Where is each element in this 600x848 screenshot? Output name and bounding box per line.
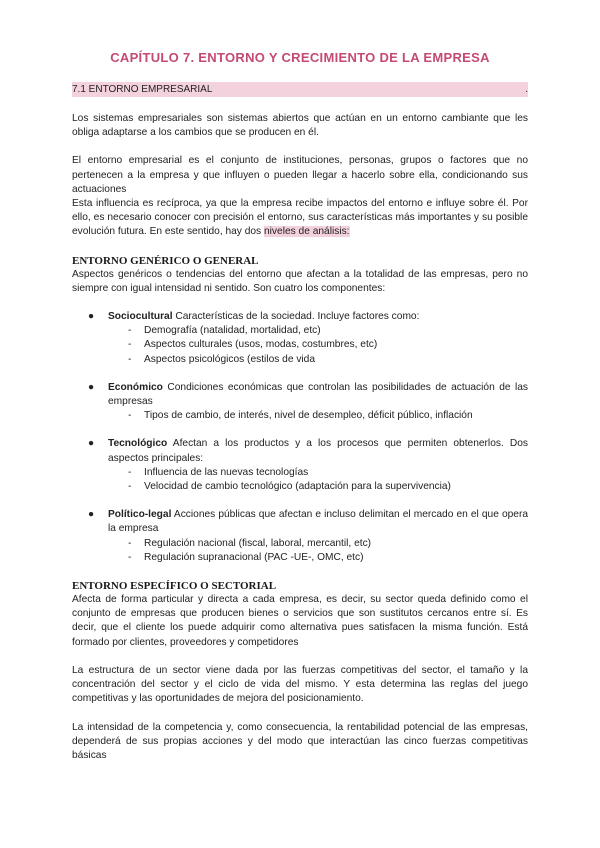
bullet-icon: ● (88, 438, 95, 450)
list-item (72, 381, 528, 424)
section-trailing-dot: . (525, 84, 528, 95)
chapter-title: CAPÍTULO 7. ENTORNO Y CRECIMIENTO DE LA EMPRESA (110, 50, 490, 65)
item-term: Sociocultural (108, 311, 173, 323)
sub-item: - Aspectos culturales (usos, modas, costumbres, etc) (128, 338, 528, 352)
dash-icon: - (128, 537, 132, 549)
sub-item: - Velocidad de cambio tecnológico (adaptación para la supervivencia) (128, 480, 528, 494)
bullet-icon: ● (88, 381, 95, 393)
sub-item: - Regulación supranacional (PAC -UE-, OMC, etc) (128, 551, 528, 565)
specific-paragraph-1: Afecta de forma particular y directa a cada empresa, es decir, su sector queda definido como el conjunto de empresas que producen bienes o servicios que son sustitutos cercanos entre sí. Es decir, que el cliente los puede adquirir como alternativa pues satisfacen la misma función. Está formado por clientes, proveedores y competidores (72, 594, 528, 648)
dash-icon: - (128, 353, 132, 365)
component-list (72, 310, 528, 565)
list-item (72, 437, 528, 494)
item-description: Características de la sociedad. Incluye factores como: (172, 311, 420, 323)
generic-heading: ENTORNO GENÉRICO O GENERAL (72, 254, 259, 267)
item-term: Económico (108, 381, 163, 393)
dash-icon: - (128, 481, 132, 493)
sub-item: - Aspectos psicológicos (estilos de vida (128, 353, 528, 367)
dash-icon: - (128, 410, 132, 422)
paragraph-influence (72, 197, 528, 240)
section-heading: 7.1 ENTORNO EMPRESARIAL (72, 84, 213, 95)
bullet-icon: ● (88, 311, 95, 323)
list-item (72, 310, 528, 367)
bullet-icon: ● (88, 509, 95, 521)
paragraph-intro: Los sistemas empresariales son sistemas abiertos que actúan en un entorno cambiante que les obliga adaptarse a los cambios que se producen en él. (72, 113, 528, 139)
item-description: Condiciones económicas que controlan las posibilidades de actuación de las empresas (108, 381, 528, 408)
generic-intro: Aspectos genéricos o tendencias del entorno que afectan a la totalidad de las empresas, pero no siempre con igual intensidad ni sentido. Son cuatro los componentes: (72, 268, 528, 294)
sub-item: - Influencia de las nuevas tecnologías (128, 466, 528, 480)
item-term: Político-legal (108, 509, 172, 521)
dash-icon: - (128, 339, 132, 351)
paragraph-definition: El entorno empresarial es el conjunto de instituciones, personas, grupos o factores que no pertenecen a la empresa y que influyen o pueden llegar a hacerlo sobre ella, condicionando sus actuaciones (72, 155, 528, 195)
specific-paragraph-2: La estructura de un sector viene dada por las fuerzas competitivas del sector, el tamaño y la concentración del sector y el ciclo de vida del mismo. Y esta determina las reglas del juego competitivas y las oportunidades de mejora del posicionamiento. (72, 664, 528, 705)
sub-item: - Demografía (natalidad, mortalidad, etc) (128, 324, 528, 338)
highlighted-text: niveles de análisis: (264, 226, 350, 238)
item-description: Acciones públicas que afectan e incluso delimitan el mercado en el que opera la empresa (108, 509, 528, 535)
document-body (72, 112, 528, 763)
item-term: Tecnológico (108, 438, 168, 450)
dash-icon: - (128, 466, 132, 478)
item-description: Afectan a los productos y a los procesos que permiten obtenerlos. Dos aspectos principales: (108, 438, 528, 464)
paragraph-influence-text: Esta influencia es recíproca, ya que la empresa recibe impactos del entorno e influye sobre él. Por ello, es necesario conocer con precisión el entorno, sus características más importantes y su posible evolución futura. En este sentido, hay dos (72, 198, 528, 238)
dash-icon: - (128, 551, 132, 563)
sub-item: - Regulación nacional (fiscal, laboral, mercantil, etc) (128, 537, 528, 551)
section-heading-bar (72, 82, 528, 97)
list-item (72, 508, 528, 565)
sub-item: - Tipos de cambio, de interés, nivel de desempleo, déficit público, inflación (128, 409, 528, 423)
dash-icon: - (128, 325, 132, 337)
specific-paragraph-3: La intensidad de la competencia y, como consecuencia, la rentabilidad potencial de las empresas, dependerá de sus propias acciones y del modo que interactúan las cinco fuerzas competitivas básicas (72, 721, 528, 761)
specific-heading: ENTORNO ESPECÍFICO O SECTORIAL (72, 580, 277, 593)
